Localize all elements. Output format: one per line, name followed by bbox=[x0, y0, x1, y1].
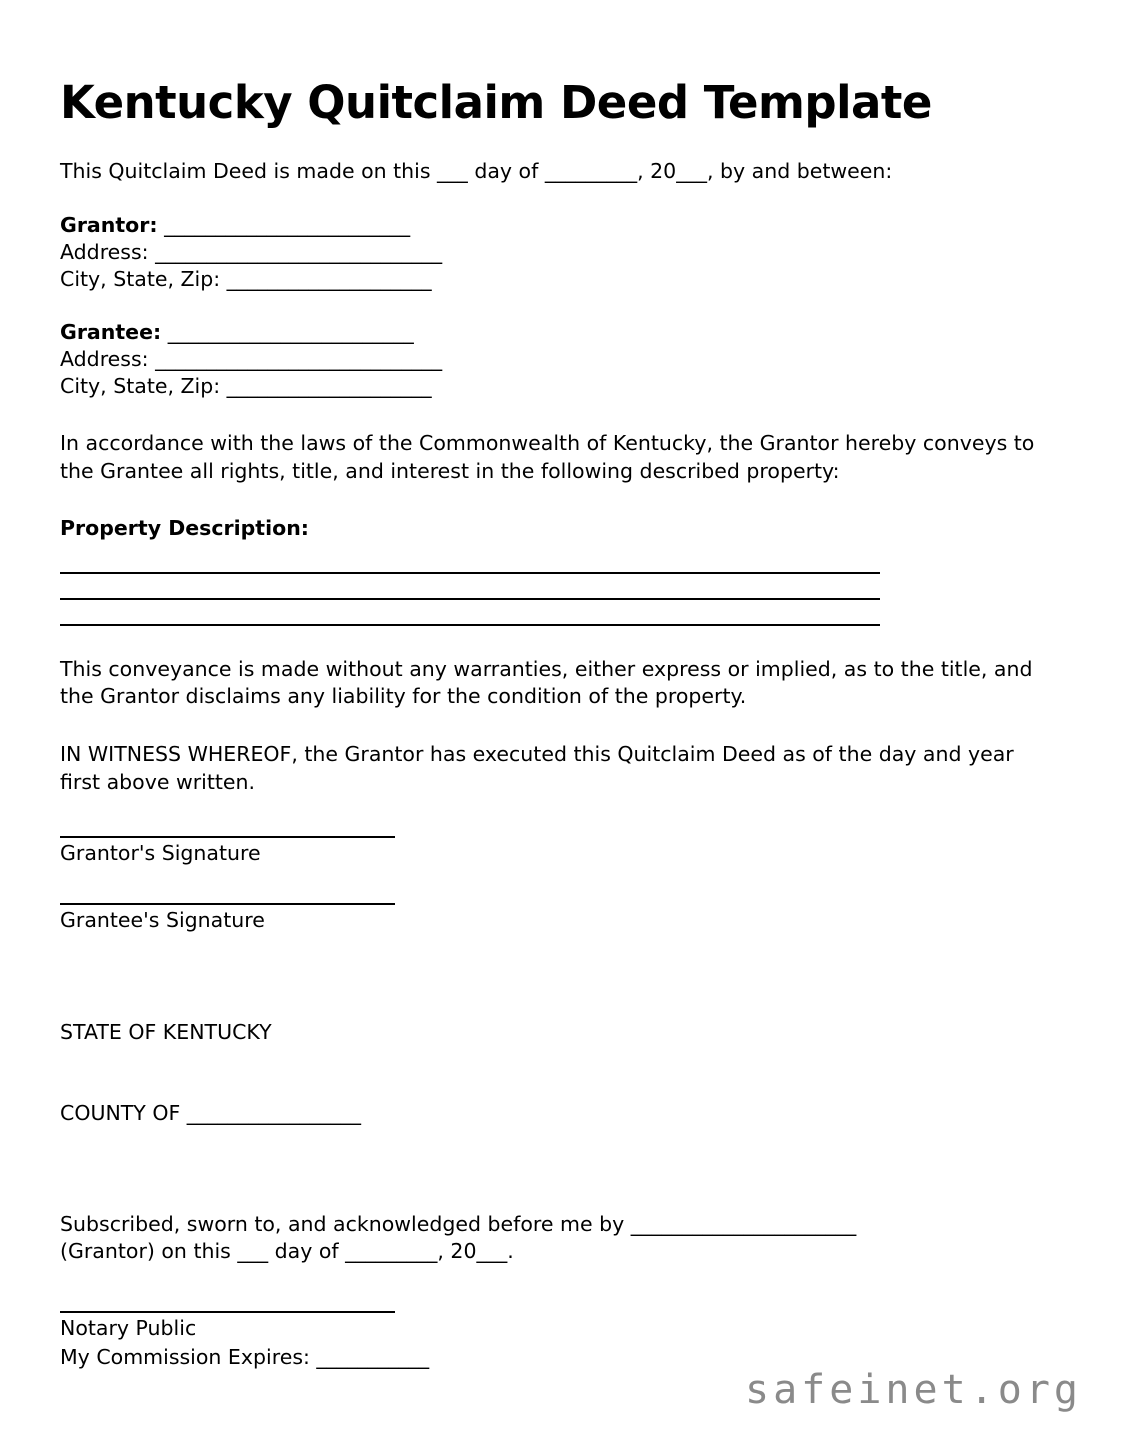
acknowledgment-block bbox=[60, 1211, 1060, 1265]
notary-signature-rule[interactable] bbox=[60, 1311, 395, 1313]
warranty-paragraph: This conveyance is made without any warranties, either express or implied, as to the title, and the Grantor disclaims any liability for the condition of the property. bbox=[60, 656, 1033, 709]
grantee-signature-label: Grantee's Signature bbox=[60, 908, 265, 933]
grantee-name-line bbox=[60, 319, 1064, 346]
page-title: Kentucky Quitclaim Deed Template bbox=[60, 76, 932, 129]
watermark: safeinet.org bbox=[745, 1367, 1082, 1413]
notary-signature-block bbox=[60, 1311, 1064, 1371]
witness-paragraph: IN WITNESS WHEREOF, the Grantor has executed this Quitclaim Deed as of the day and year first above written. bbox=[60, 742, 1014, 794]
grantee-name-blank[interactable]: ________________________ bbox=[161, 320, 414, 345]
grantor-city-state-zip-line[interactable]: City, State, Zip: ____________________ bbox=[60, 267, 432, 292]
grantor-signature-label: Grantor's Signature bbox=[60, 841, 261, 866]
grantee-address-line[interactable]: Address: ____________________________ bbox=[60, 347, 443, 372]
acknowledgment-line-1[interactable]: Subscribed, sworn to, and acknowledged before me by ______________________ bbox=[60, 1211, 857, 1236]
grantor-signature-block bbox=[60, 836, 1064, 867]
grantor-label: Grantor: bbox=[60, 213, 158, 238]
property-description-blank-lines bbox=[60, 572, 1064, 626]
grantor-name-blank[interactable]: ________________________ bbox=[157, 213, 411, 238]
grantee-label: Grantee: bbox=[60, 320, 162, 345]
notary-public-label: Notary Public bbox=[60, 1315, 197, 1340]
grantor-name-line bbox=[60, 212, 1064, 239]
commission-expires-line[interactable]: My Commission Expires: ___________ bbox=[60, 1344, 430, 1369]
grantee-signature-rule[interactable] bbox=[60, 903, 395, 905]
state-line: STATE OF KENTUCKY bbox=[60, 1019, 272, 1044]
grantee-city-state-zip-line[interactable]: City, State, Zip: ____________________ bbox=[60, 374, 432, 399]
property-blank-line-2[interactable] bbox=[60, 598, 880, 600]
property-blank-line-3[interactable] bbox=[60, 624, 880, 626]
acknowledgment-line-2[interactable]: (Grantor) on this ___ day of _________, 20___. bbox=[60, 1238, 514, 1263]
grantor-signature-rule[interactable] bbox=[60, 836, 395, 838]
property-description-heading: Property Description: bbox=[60, 515, 309, 540]
grantee-signature-block bbox=[60, 903, 1064, 934]
grantor-block bbox=[60, 212, 1064, 293]
grantor-address-line[interactable]: Address: ____________________________ bbox=[60, 240, 443, 265]
venue-block bbox=[60, 964, 1064, 1180]
grantee-block bbox=[60, 319, 1064, 400]
county-line[interactable]: COUNTY OF _________________ bbox=[60, 1100, 362, 1125]
conveyance-paragraph: In accordance with the laws of the Commonwealth of Kentucky, the Grantor hereby conveys to the Grantee all rights, title, and interest in the following described property: bbox=[60, 431, 1035, 484]
property-blank-line-1[interactable] bbox=[60, 572, 880, 574]
intro-paragraph: This Quitclaim Deed is made on this ___ day of _________, 20___, by and between: bbox=[60, 159, 893, 184]
